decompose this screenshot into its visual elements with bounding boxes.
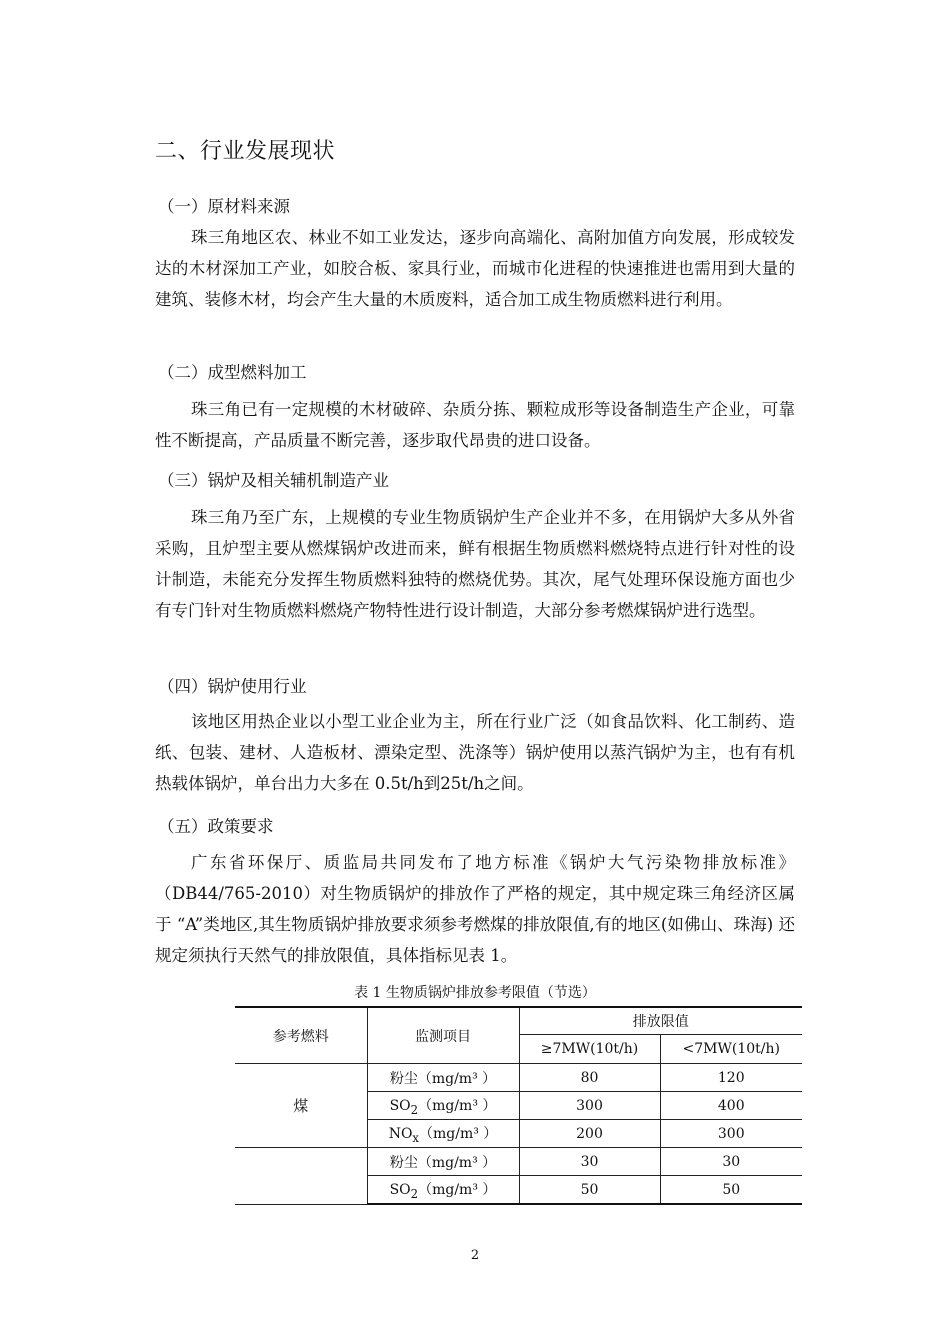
header-fuel: 参考燃料 bbox=[235, 1007, 367, 1064]
item-subscript: 2 bbox=[410, 1102, 419, 1117]
table-header-row bbox=[235, 1007, 802, 1035]
item-cell bbox=[367, 1176, 519, 1205]
subsection-title-5: （五）政策要求 bbox=[158, 817, 274, 836]
paragraph-fuel-processing: 珠三角已有一定规模的木材破碎、杂质分拣、颗粒成形等设备制造生产企业，可靠性不断提高，产品质量不断完善，逐步取代昂贵的进口设备。 bbox=[155, 400, 795, 450]
item-unit: （mg/m³ ） bbox=[418, 1097, 497, 1114]
item-cell bbox=[367, 1092, 519, 1120]
item-label: NO bbox=[388, 1125, 413, 1142]
item-subscript: 2 bbox=[410, 1186, 419, 1201]
value-b-cell: 30 bbox=[660, 1148, 802, 1176]
item-subscript: x bbox=[412, 1130, 419, 1145]
header-limits: 排放限值 bbox=[519, 1007, 802, 1035]
value-b-cell: 120 bbox=[660, 1064, 802, 1092]
value-a-cell: 200 bbox=[519, 1120, 660, 1148]
item-label: SO bbox=[389, 1097, 411, 1114]
paragraph-boiler-usage: 该地区用热企业以小型工业企业为主，所在行业广泛（如食品饮料、化工制药、造纸、包装、建材、人造板材、漂染定型、洗涤等）锅炉使用以蒸汽锅炉为主，也有有机热载体锅炉，单台出力大多在 0.5t/h到25t/h之间。 bbox=[155, 712, 795, 793]
header-item: 监测项目 bbox=[367, 1007, 519, 1064]
table-row bbox=[235, 1148, 802, 1176]
value-a-cell: 80 bbox=[519, 1064, 660, 1092]
paragraph-boiler-manufacturing: 珠三角乃至广东，上规模的专业生物质锅炉生产企业并不多，在用锅炉大多从外省采购，且炉型主要从燃煤锅炉改进而来，鲜有根据生物质燃料燃烧特点进行针对性的设计制造，未能充分发挥生物质燃料独特的燃烧优势。其次，尾气处理环保设施方面也少有专门针对生物质燃料燃烧产物特性进行设计制造，大部分参考燃煤锅炉进行选型。 bbox=[155, 508, 795, 620]
fuel-cell-empty bbox=[235, 1148, 367, 1205]
paragraph-policy: 广东省环保厅、质监局共同发布了地方标准《锅炉大气污染物排放标准》（DB44/765-2010）对生物质锅炉的排放作了严格的规定，其中规定珠三角经济区属于 “A”类地区,其生物质锅炉排放要求须参考燃煤的排放限值,有的地区(如佛山、珠海) 还规定须执行天然气的排放限值，具体指标见表 1。 bbox=[155, 853, 795, 965]
emission-limits-table bbox=[235, 1006, 802, 1205]
subsection-title-2: （二）成型燃料加工 bbox=[158, 363, 307, 382]
value-a-cell: 300 bbox=[519, 1092, 660, 1120]
table-row bbox=[235, 1064, 802, 1092]
value-b-cell: 300 bbox=[660, 1120, 802, 1148]
value-a-cell: 30 bbox=[519, 1148, 660, 1176]
item-unit: （mg/m³ ） bbox=[418, 1181, 497, 1198]
paragraph-raw-materials: 珠三角地区农、林业不如工业发达，逐步向高端化、高附加值方向发展，形成较发达的木材深加工产业，如胶合板、家具行业，而城市化进程的快速推进也需用到大量的建筑、装修木材，均会产生大量的木质废料，适合加工成生物质燃料进行利用。 bbox=[155, 228, 795, 309]
header-col-b: <7MW(10t/h) bbox=[660, 1035, 802, 1064]
page-number: 2 bbox=[470, 1248, 480, 1263]
value-b-cell: 400 bbox=[660, 1092, 802, 1120]
item-cell: 粉尘（mg/m³ ） bbox=[367, 1064, 519, 1092]
value-a-cell: 50 bbox=[519, 1176, 660, 1205]
item-unit: （mg/m³ ） bbox=[419, 1125, 498, 1142]
header-col-a: ≥7MW(10t/h) bbox=[519, 1035, 660, 1064]
value-b-cell: 50 bbox=[660, 1176, 802, 1205]
item-cell bbox=[367, 1120, 519, 1148]
subsection-title-3: （三）锅炉及相关辅机制造产业 bbox=[158, 471, 389, 490]
subsection-title-4: （四）锅炉使用行业 bbox=[158, 677, 307, 696]
fuel-cell-coal: 煤 bbox=[235, 1064, 367, 1148]
table-caption: 表 1 生物质锅炉排放参考限值（节选） bbox=[354, 985, 596, 1001]
section-heading: 二、行业发展现状 bbox=[155, 139, 336, 164]
item-label: SO bbox=[389, 1181, 411, 1198]
item-cell: 粉尘（mg/m³ ） bbox=[367, 1148, 519, 1176]
subsection-title-1: （一）原材料来源 bbox=[158, 197, 290, 216]
